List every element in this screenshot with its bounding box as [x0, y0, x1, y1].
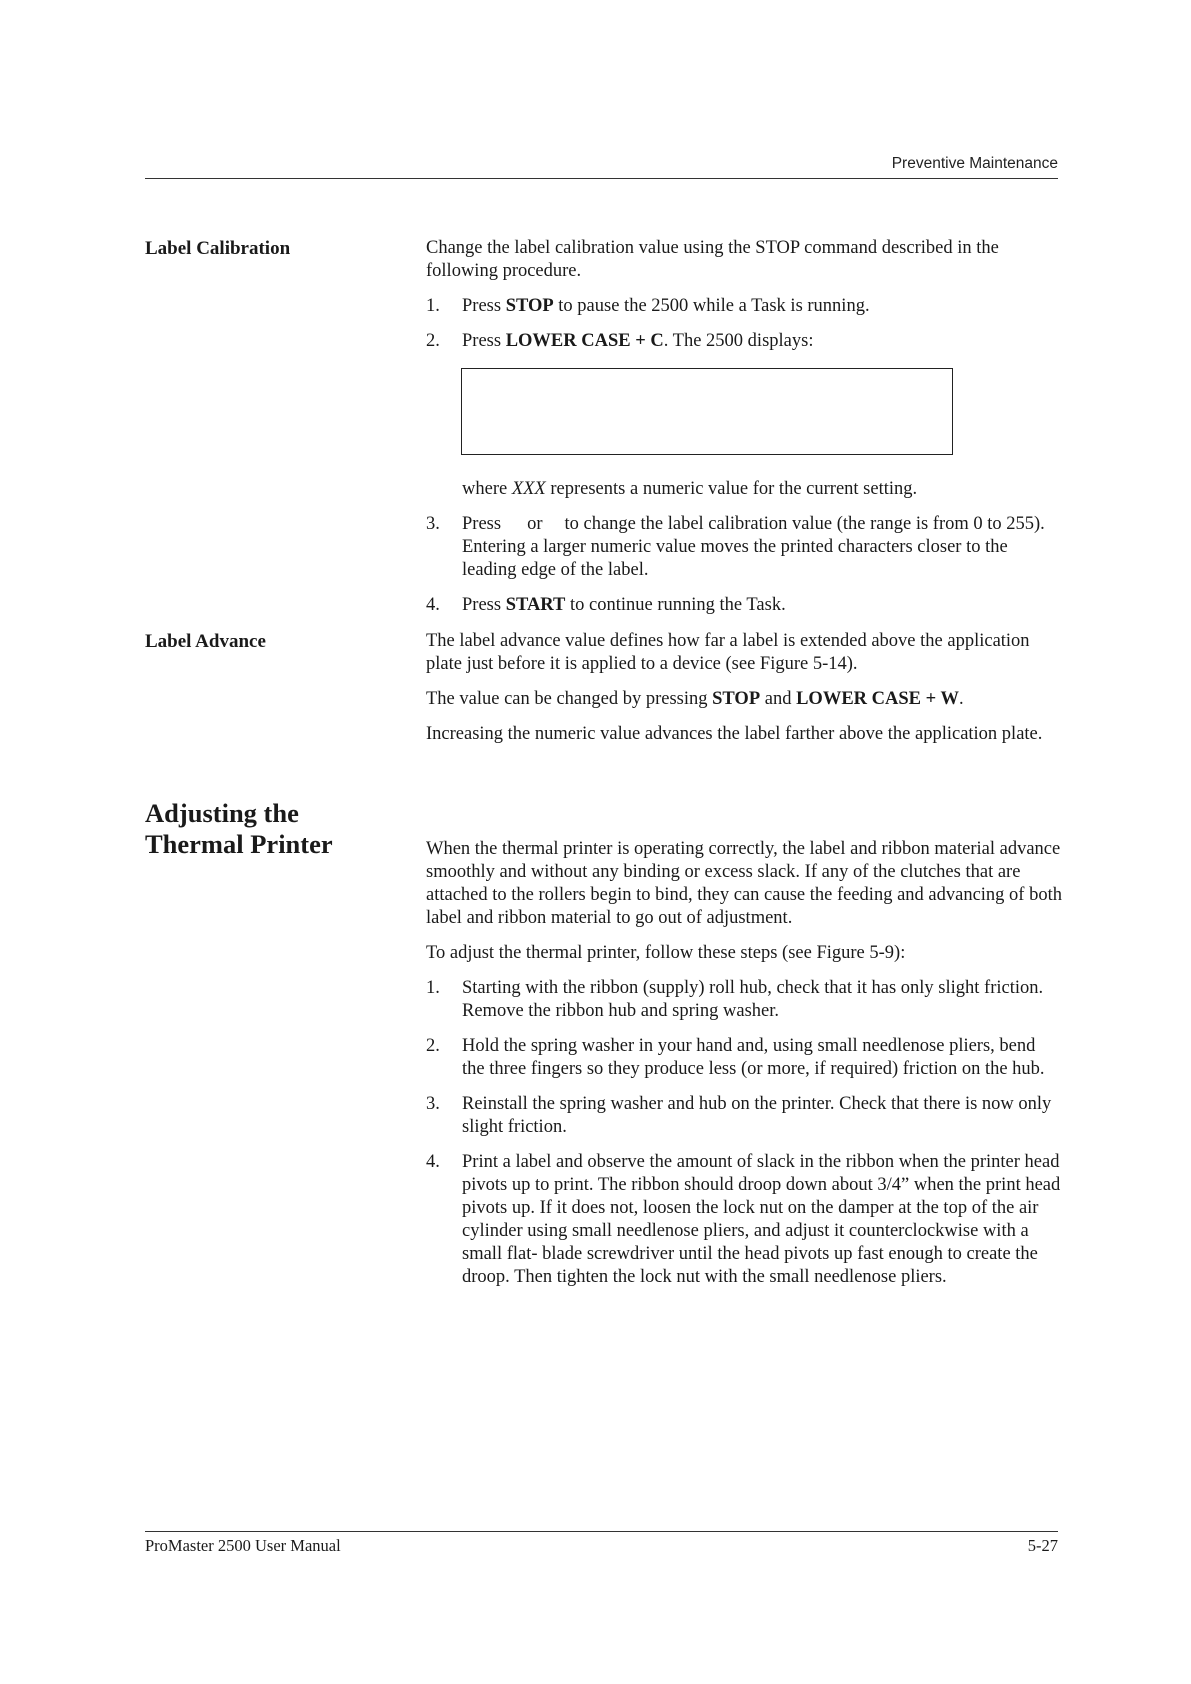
- step-number: 1.: [426, 296, 440, 316]
- step-text: Press: [462, 595, 506, 615]
- step-number: 4.: [426, 595, 440, 615]
- step-text: to continue running the Task.: [565, 595, 786, 615]
- label-calibration-heading: Label Calibration: [145, 238, 291, 259]
- key-name: STOP: [505, 296, 554, 316]
- label-advance-para-1: The label advance value defines how far a label is extended above the application plate just before it is applied to a device (see Figure 5-14).: [426, 631, 1030, 674]
- step-number: 3.: [426, 514, 440, 534]
- step-2: [426, 330, 1062, 353]
- step-text: Press: [462, 296, 506, 316]
- step-number: 4.: [426, 1152, 440, 1172]
- footer-rule: [145, 1531, 1058, 1532]
- label-advance-body: [426, 630, 1062, 758]
- step-number: 1.: [426, 978, 440, 998]
- step-text: Hold the spring washer in your hand and, using small needlenose pliers, bend the three fingers so they produce less (or more, if required) friction on the hub.: [462, 1036, 1045, 1079]
- thermal-step-3: [426, 1093, 1062, 1139]
- label-calibration-body: [426, 237, 1062, 365]
- step-text: or: [527, 514, 543, 534]
- thermal-printer-heading: [145, 798, 333, 860]
- footer-manual-title: ProMaster 2500 User Manual: [145, 1536, 341, 1555]
- header-rule: [145, 178, 1058, 179]
- thermal-para-2: To adjust the thermal printer, follow these steps (see Figure 5-9):: [426, 943, 906, 963]
- where-text: represents a numeric value for the current setting.: [545, 479, 918, 499]
- label-advance-para-2: [426, 688, 1062, 711]
- thermal-printer-body: [426, 838, 1062, 1301]
- thermal-steps: [426, 977, 1062, 1289]
- step-3: [426, 513, 1062, 582]
- key-name: LOWER CASE + W: [796, 689, 959, 709]
- label-calibration-steps: [426, 295, 1062, 353]
- para-text: and: [760, 689, 797, 709]
- heading-line-2: Thermal Printer: [145, 829, 333, 859]
- label-advance-heading: Label Advance: [145, 631, 266, 652]
- para-text: .: [958, 689, 964, 709]
- step-text: Print a label and observe the amount of slack in the ribbon when the printer head pivots up to print. The ribbon should droop down about 3/4” when the print head pivots up. If it does not, loosen the lock nut on the damper at the top of the air cylinder using small needlenose pliers, and adjust it counterclockwise with a small flat- blade screwdriver until the head pivots up fast enough to create the droop. Then tighten the lock nut with the small needlenose pliers.: [462, 1152, 1061, 1287]
- heading-line-1: Adjusting the: [145, 798, 299, 828]
- step-text: to pause the 2500 while a Task is running.: [553, 296, 870, 316]
- label-calibration-steps-cont: [426, 513, 1062, 629]
- step-text: . The 2500 displays:: [663, 331, 814, 351]
- label-advance-para-3: Increasing the numeric value advances the label farther above the application plate.: [426, 724, 1043, 744]
- display-screen-box: [461, 368, 953, 455]
- para-text: The value can be changed by pressing: [426, 689, 713, 709]
- key-name: LOWER CASE + C: [505, 331, 664, 351]
- thermal-para-1: When the thermal printer is operating correctly, the label and ribbon material advance smoothly and without any binding or excess slack. If any of the clutches that are attached to the rollers begin to bind, they can cause the feeding and advancing of both label and ribbon material to go out of adjustment.: [426, 839, 1062, 928]
- thermal-step-1: [426, 977, 1062, 1023]
- step-text: Press: [462, 514, 502, 534]
- footer-page-number: 5-27: [1027, 1536, 1058, 1555]
- step-number: 2.: [426, 331, 440, 351]
- label-calibration-steps-2: [426, 513, 1062, 617]
- step-number: 3.: [426, 1094, 440, 1114]
- where-text: where: [462, 479, 512, 499]
- where-variable: XXX: [511, 479, 546, 499]
- key-name: START: [505, 595, 566, 615]
- key-name: STOP: [712, 689, 761, 709]
- thermal-step-2: [426, 1035, 1062, 1081]
- where-note: [462, 478, 1062, 501]
- step-text: Starting with the ribbon (supply) roll hub, check that it has only slight friction. Remove the ribbon hub and spring washer.: [462, 978, 1044, 1021]
- step-4: [426, 594, 1062, 617]
- step-1: [426, 295, 1062, 318]
- step-text: Press: [462, 331, 506, 351]
- running-head: Preventive Maintenance: [891, 155, 1058, 172]
- step-text: to change the label calibration value (the range is from 0 to 255). Entering a larger numeric value moves the printed characters closer to the leading edge of the label.: [462, 514, 1045, 580]
- label-calibration-intro: Change the label calibration value using the STOP command described in the following procedure.: [426, 238, 999, 281]
- step-number: 2.: [426, 1036, 440, 1056]
- step-text: Reinstall the spring washer and hub on the printer. Check that there is now only slight friction.: [462, 1094, 1052, 1137]
- thermal-step-4: [426, 1151, 1062, 1289]
